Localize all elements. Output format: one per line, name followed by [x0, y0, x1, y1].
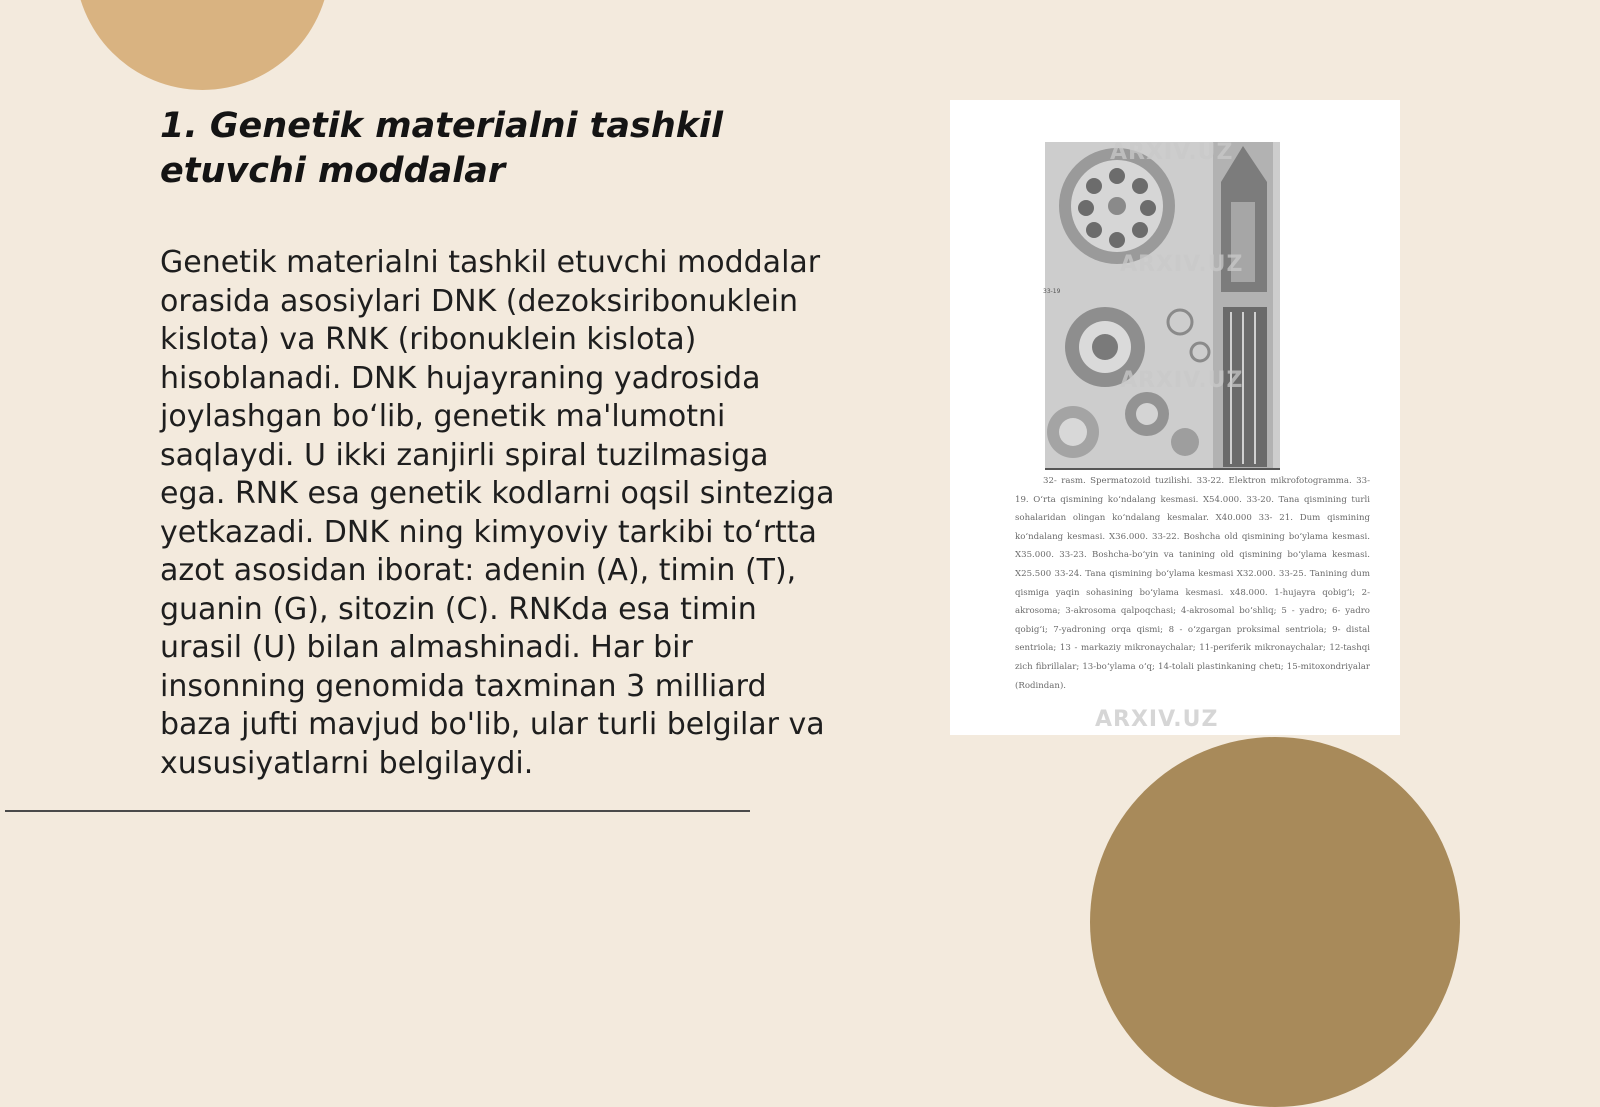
figure-caption: 32- rasm. Spermatozoid tuzilishi. 33-22. Elektron mikrofotogramma. 33-19. O‘rta qismining ko‘ndalang kesmasi. X54.000. 33-20. Tana qismining turli sohalaridan olingan ko‘ndalang kesmalar. X40.000 33- 21. Dum qismining ko‘ndalang kesmasi. X36.000. 33-22. Boshcha old qismining bo‘ylama kesmasi. X35.000. 33-23. Boshcha-bo‘yin va tanining old qismining bo‘ylama kesmasi. X25.500 33-24. Tana qismining bo‘ylama kesmasi X32.000. 33-25. Tanining dum qismiga yaqin sohasining bo‘ylama kesmasi. x48.000. 1-hujayra qobig‘i; 2-akrosoma; 3-akrosoma qalpoqchasi; 4-akrosomal bo‘shliq; 5 - yadro; 6- yadro qobig‘i; 7-yadroning orqa qismi; 8 - o‘zgargan proksimal sentriola; 9- distal sentriola; 13 - markaziy mikronaychalar; 11-periferik mikronaychalar; 12-tashqi zich fibrillalar; 13-bo‘ylama o‘q; 14-tolali plastinkaning chetı; 15-mitoxondriyalar (Rodindan).: [1015, 476, 1370, 691]
decorative-circle-top: [75, 0, 330, 90]
watermark: ARXIV.UZ: [1120, 252, 1244, 277]
watermark: ARXIV.UZ: [1110, 140, 1234, 165]
micrograph-figure: [950, 100, 1400, 735]
watermark: ARXIV.UZ: [1120, 368, 1244, 393]
watermark: ARXIV.UZ: [1095, 707, 1219, 732]
decorative-circle-bottom: [1090, 737, 1460, 1107]
electron-micrograph: [1045, 142, 1280, 470]
figure-side-label: 33-19: [1043, 288, 1061, 295]
slide-title: 1. Genetik materialni tashkil etuvchi moddalar: [160, 106, 724, 191]
slide-body-text: Genetik materialni tashkil etuvchi moddalar orasida asosiylari DNK (dezoksiribonuklein kislota) va RNK (ribonuklein kislota) hisoblanadi. DNK hujayraning yadrosida joylashgan bo‘lib, genetik ma'lumotni saqlaydi. U ikki zanjirli spiral tuzilmasiga ega. RNK esa genetik kodlarni oqsil sinteziga yetkazadi. DNK ning kimyoviy tarkibi to‘rtta azot asosidan iborat: adenin (A), timin (T), guanin (G), sitozin (C). RNKda esa timin urasil (U) bilan almashinadi. Har bir insonning genomida taxminan 3 milliard baza jufti mavjud bo'lib, ular turli belgilar va xususiyatlarni belgilaydi.: [160, 245, 835, 781]
divider-line: [5, 810, 750, 812]
